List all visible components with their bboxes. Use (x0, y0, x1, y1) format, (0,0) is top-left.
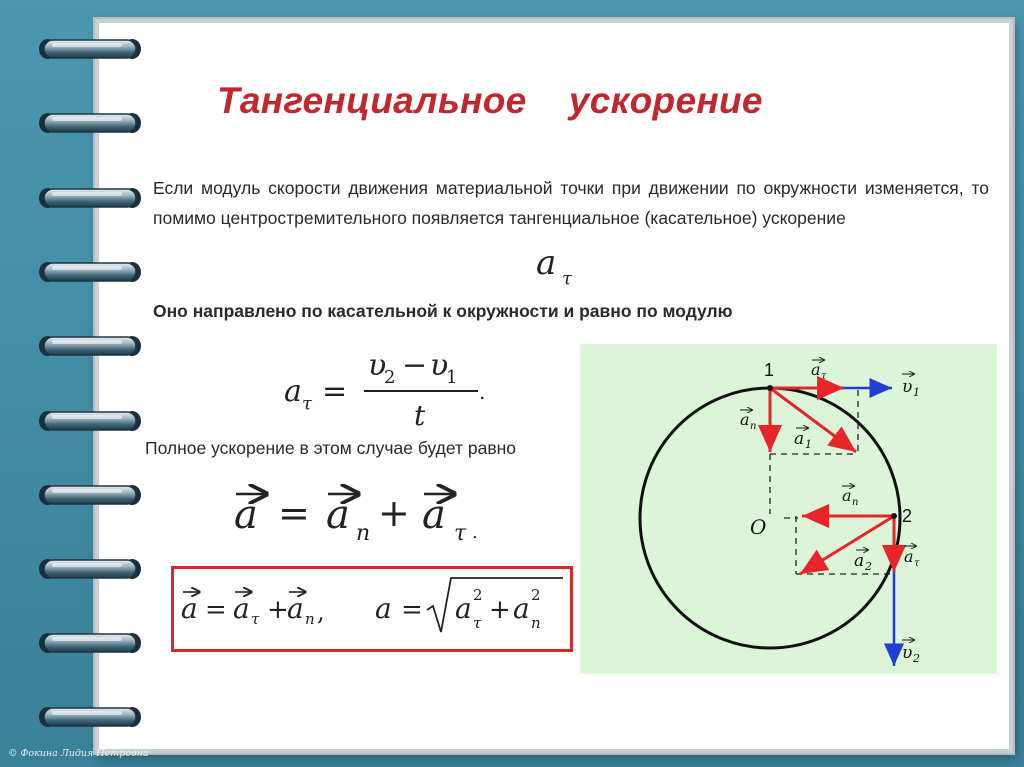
acceleration-diagram (580, 344, 997, 674)
svg-text:n: n (750, 421, 757, 432)
svg-text:2: 2 (473, 586, 483, 604)
svg-text:a: a (794, 429, 805, 449)
svg-text:2: 2 (865, 560, 872, 573)
svg-text:τ: τ (454, 521, 467, 546)
svg-text:a: a (181, 592, 198, 625)
svg-text:+: + (267, 595, 289, 625)
svg-text:2: 2 (384, 367, 396, 388)
svg-text:.: . (479, 380, 486, 404)
spiral-ring (34, 33, 146, 65)
tangential-formula (280, 343, 490, 433)
svg-text:τ: τ (473, 614, 482, 632)
center-label: O (750, 515, 767, 539)
copyright-text: © Фокина Лидия Петровна (8, 748, 149, 759)
svg-text:a: a (842, 486, 852, 505)
svg-text:τ: τ (562, 268, 572, 289)
svg-text:n: n (852, 497, 859, 508)
full-acceleration-text: Полное ускорение в этом случае будет равно (145, 438, 517, 458)
svg-text:a: a (287, 592, 304, 625)
point-1-dot (767, 385, 773, 391)
spiral-ring (34, 256, 146, 288)
svg-text:1: 1 (805, 438, 812, 451)
svg-text:a: a (740, 410, 750, 429)
intro-paragraph: Если модуль скорости движения материальной точки при движении по окружности изменяется, то помимо центростремительного появляется тангенциальное (касательное) ускорение (153, 178, 989, 228)
spiral-ring (34, 330, 146, 362)
full-acceleration-formula (175, 570, 571, 648)
svg-text:1: 1 (913, 386, 920, 399)
spiral-ring (34, 627, 146, 659)
svg-text:τ: τ (251, 610, 260, 628)
spiral-ring (34, 405, 146, 437)
svg-text:a: a (234, 492, 258, 538)
point-1-label: 1 (764, 360, 775, 380)
svg-text:a: a (904, 547, 914, 566)
svg-text:a: a (375, 592, 392, 625)
spiral-ring (34, 107, 146, 139)
svg-text:υ: υ (902, 643, 913, 663)
svg-text:a: a (811, 360, 821, 379)
svg-text:υ: υ (430, 348, 449, 383)
a1-vector (770, 388, 856, 452)
svg-text:a: a (513, 592, 530, 625)
a2-vector (800, 516, 894, 574)
direction-text: Оно направлено по касательной к окружности и равно по модулю (153, 301, 733, 321)
svg-text:a: a (233, 592, 250, 625)
spiral-ring (34, 701, 146, 733)
svg-text:n: n (356, 521, 371, 546)
svg-text:t: t (414, 399, 426, 432)
svg-text:=: = (322, 374, 348, 409)
svg-text:+: + (378, 491, 410, 535)
circle-diagram-svg (580, 344, 997, 674)
point-2-label: 2 (902, 506, 913, 526)
svg-text:2: 2 (531, 586, 541, 604)
svg-text:a: a (284, 374, 302, 409)
spiral-ring (34, 182, 146, 214)
svg-text:,: , (317, 598, 325, 626)
svg-text:=: = (401, 595, 423, 625)
svg-text:τ: τ (821, 371, 827, 382)
svg-text:υ: υ (368, 348, 387, 383)
svg-text:=: = (205, 595, 227, 625)
svg-text:a: a (536, 246, 557, 283)
svg-text:2: 2 (913, 652, 920, 665)
svg-text:.: . (472, 522, 478, 543)
svg-text:τ: τ (914, 558, 920, 569)
a-tau-symbol (530, 246, 590, 290)
svg-text:n: n (531, 614, 541, 632)
vector-sum-formula (228, 478, 498, 550)
svg-text:a: a (326, 492, 350, 538)
svg-text:υ: υ (902, 377, 913, 397)
spiral-ring (34, 553, 146, 585)
spiral-ring (34, 479, 146, 511)
svg-text:τ: τ (302, 393, 312, 414)
point-2-dot (891, 513, 897, 519)
svg-text:1: 1 (446, 367, 458, 388)
svg-text:a: a (854, 551, 865, 571)
svg-text:−: − (402, 348, 428, 383)
svg-text:a: a (455, 592, 472, 625)
svg-text:n: n (305, 610, 315, 628)
slide-title: Тангенциальное ускорение (217, 80, 763, 121)
svg-text:a: a (422, 492, 446, 538)
svg-text:+: + (489, 595, 511, 625)
svg-text:=: = (278, 491, 310, 535)
guide-lines (770, 388, 894, 574)
